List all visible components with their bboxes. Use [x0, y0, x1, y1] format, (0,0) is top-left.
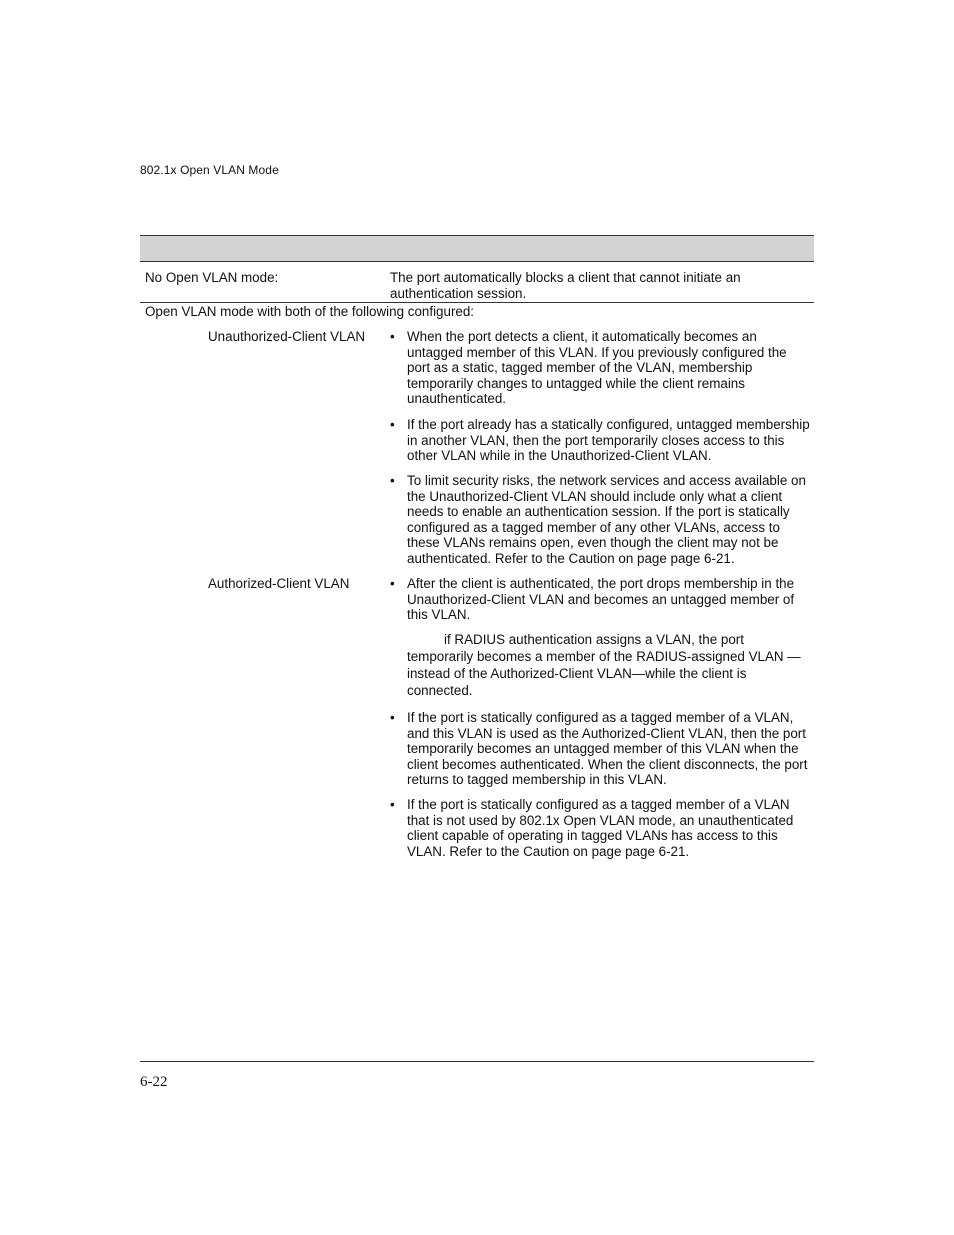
bullet-text: If the port is statically configured as a tagged member of a VLAN, and this VLAN is used as the Authorized-Client VLAN, then the port temporarily becomes an untagged member of this VLAN when the client becomes authenticated. When the client disconnects, the port returns to tagged membership in this VLAN. — [407, 710, 808, 788]
bullet-text: If the port already has a statically configured, untagged membership in another VLAN, then the port temporarily closes access to this other VLAN while in the Unauthorized-Client VLAN. — [407, 417, 810, 464]
open-vlan-table — [140, 235, 814, 859]
row-title-open-vlan: Open VLAN mode with both of the following configured: — [145, 304, 475, 319]
unauthorized-client-vlan-label: Unauthorized-Client VLAN — [208, 329, 366, 344]
bullet-text: To limit security risks, the network services and access available on the Unauthorized-Client VLAN should include only what a client needs to enable an authentication session. If the port is statically configured as a tagged member of any other VLANs, access to these VLANs remains open, even though the client may not be authenticated. Refer to the Caution on page page 6-21. — [407, 473, 806, 566]
running-header: 802.1x Open VLAN Mode — [140, 163, 279, 177]
footer-rule — [140, 1061, 814, 1062]
bullet-glyph: • — [390, 576, 395, 591]
bullet-glyph: • — [390, 329, 395, 344]
bullet-glyph: • — [390, 473, 395, 488]
bullet-glyph: • — [390, 797, 395, 812]
bullet-glyph: • — [390, 710, 395, 725]
bullet-text: After the client is authenticated, the port drops membership in the Unauthorized-Client VLAN and becomes an untagged member of this VLAN. — [407, 576, 795, 623]
bullet-text: When the port detects a client, it automatically becomes an untagged member of this VLAN. If you previously configured the port as a static, tagged member of the VLAN, membership temporarily changes to untagged while the client remains unauthenticated. — [407, 329, 787, 407]
table-header-band — [140, 235, 814, 262]
auth-note: if RADIUS authentication assigns a VLAN, the port temporarily becomes a member of the RADIUS-assigned VLAN — instead of the Authorized-Client VLAN—while the client is connected. — [407, 632, 801, 698]
bullet-text: If the port is statically configured as a tagged member of a VLAN that is not used by 802.1x Open VLAN mode, an unauthenticated client capable of operating in tagged VLANs has access to this VLAN. Refer to the Caution on page page 6-21. — [407, 797, 794, 859]
row-label-no-open-vlan: No Open VLAN mode: — [145, 270, 279, 285]
table-row-no-open-vlan — [140, 262, 814, 303]
authorized-client-vlan-label: Authorized-Client VLAN — [208, 576, 350, 591]
page-number: 6-22 — [140, 1074, 168, 1090]
row-desc-no-open-vlan: The port automatically blocks a client that cannot initiate an authentication session. — [390, 270, 741, 301]
bullet-glyph: • — [390, 417, 395, 432]
